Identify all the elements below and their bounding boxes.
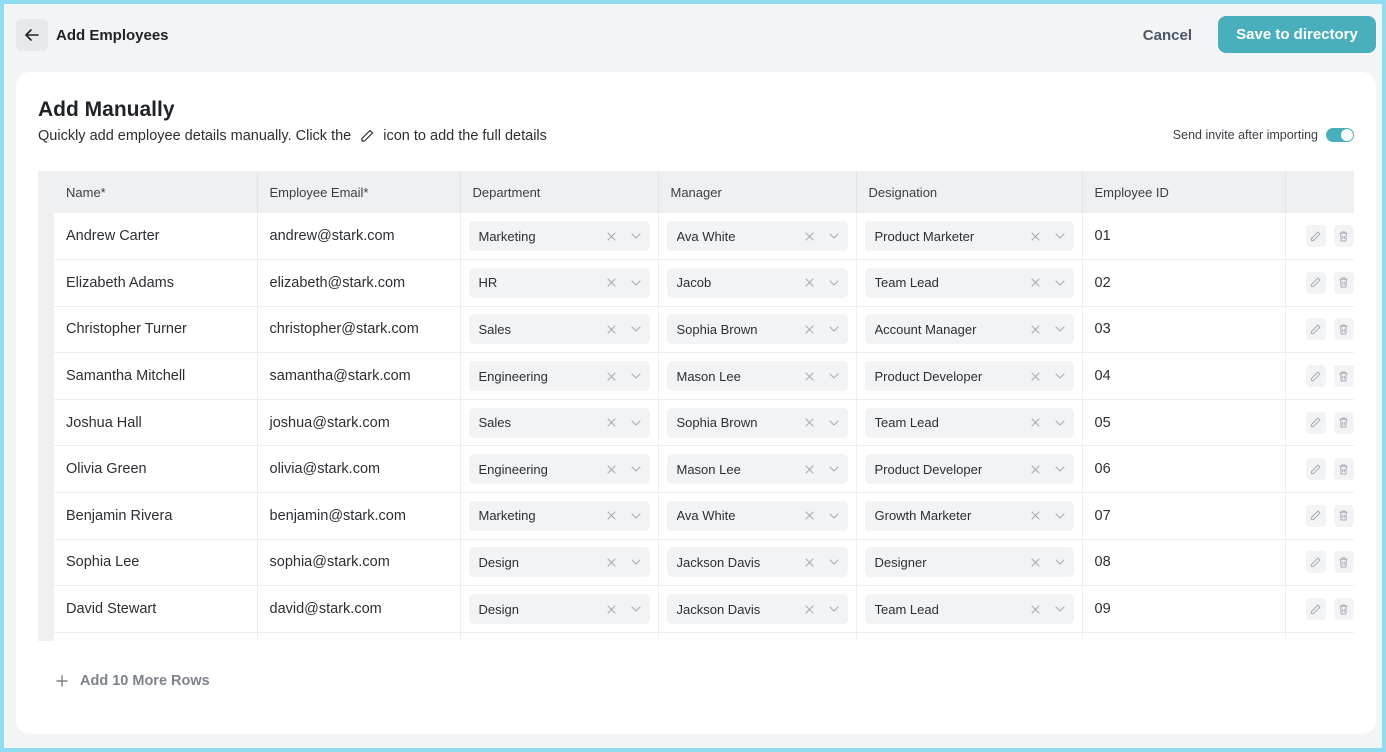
- top-bar: [12, 12, 1378, 58]
- pencil-icon[interactable]: [1306, 551, 1326, 573]
- chevron-down-icon[interactable]: [1052, 233, 1068, 239]
- employee-id[interactable]: 07: [1082, 493, 1285, 540]
- chevron-down-icon[interactable]: [1052, 373, 1068, 379]
- clear-icon[interactable]: [604, 558, 620, 567]
- manager-cell: [658, 260, 856, 307]
- section-subtitle: [38, 128, 547, 144]
- manager-select[interactable]: [667, 501, 848, 531]
- department-select[interactable]: [469, 268, 650, 298]
- designation-cell: [856, 539, 1082, 586]
- add-manually-card: [16, 72, 1376, 734]
- trash-icon[interactable]: [1334, 598, 1354, 620]
- trash-icon[interactable]: [1334, 365, 1354, 387]
- trash-icon[interactable]: [1334, 551, 1354, 573]
- department-select[interactable]: [469, 501, 650, 531]
- chevron-down-icon[interactable]: [628, 233, 644, 239]
- chevron-down-icon[interactable]: [628, 466, 644, 472]
- page-title: Add Employees: [56, 26, 169, 44]
- table-row: [54, 493, 1354, 540]
- clear-icon[interactable]: [802, 511, 818, 520]
- manager-cell: [658, 399, 856, 446]
- employee-name[interactable]: Andrew Carter: [54, 213, 257, 260]
- clear-icon[interactable]: [604, 232, 620, 241]
- department-cell: [460, 446, 658, 493]
- department-select[interactable]: [469, 454, 650, 484]
- chevron-down-icon[interactable]: [826, 513, 842, 519]
- department-value: Sales: [478, 321, 512, 337]
- back-button[interactable]: [16, 19, 48, 51]
- table-row: [54, 213, 1354, 260]
- designation-cell: [856, 493, 1082, 540]
- employee-email[interactable]: joshua@stark.com: [257, 399, 460, 446]
- designation-value: Team Lead: [874, 601, 939, 617]
- designation-select[interactable]: [865, 314, 1074, 344]
- send-invite-toggle[interactable]: [1326, 128, 1354, 142]
- employee-name[interactable]: Elizabeth Adams: [54, 260, 257, 307]
- designation-select[interactable]: [865, 547, 1074, 577]
- department-value: Engineering: [478, 461, 548, 477]
- chevron-down-icon[interactable]: [628, 326, 644, 332]
- send-invite-setting: [1173, 128, 1354, 142]
- clear-icon[interactable]: [802, 372, 818, 381]
- column-header: Manager: [658, 171, 856, 213]
- employee-name[interactable]: Olivia Green: [54, 446, 257, 493]
- table-row: [54, 260, 1354, 307]
- table-row: [54, 539, 1354, 586]
- manager-value: Mason Lee: [676, 368, 741, 384]
- manager-select[interactable]: [667, 594, 848, 624]
- column-header: [1285, 171, 1354, 213]
- table-row: [54, 399, 1354, 446]
- designation-value: Designer: [874, 554, 927, 570]
- table-row: [54, 306, 1354, 353]
- designation-cell: [856, 260, 1082, 307]
- manager-cell: [658, 493, 856, 540]
- clear-icon[interactable]: [1028, 372, 1044, 381]
- column-header: Designation: [856, 171, 1082, 213]
- chevron-down-icon[interactable]: [628, 420, 644, 426]
- employee-email[interactable]: samantha@stark.com: [257, 353, 460, 400]
- trash-icon[interactable]: [1334, 225, 1354, 247]
- employee-name[interactable]: Samantha Mitchell: [54, 353, 257, 400]
- chevron-down-icon[interactable]: [1052, 280, 1068, 286]
- empty-cell: [1285, 632, 1354, 641]
- clear-icon[interactable]: [802, 278, 818, 287]
- department-select[interactable]: [469, 314, 650, 344]
- arrow-left-icon: [24, 27, 40, 43]
- manager-select[interactable]: [667, 408, 848, 438]
- chevron-down-icon[interactable]: [826, 280, 842, 286]
- manager-cell: [658, 446, 856, 493]
- chevron-down-icon[interactable]: [1052, 606, 1068, 612]
- designation-value: Account Manager: [874, 321, 977, 337]
- clear-icon[interactable]: [802, 558, 818, 567]
- pencil-icon[interactable]: [1306, 318, 1326, 340]
- designation-select[interactable]: [865, 361, 1074, 391]
- row-actions: [1285, 399, 1354, 446]
- row-actions: [1285, 213, 1354, 260]
- manager-select[interactable]: [667, 454, 848, 484]
- chevron-down-icon[interactable]: [1052, 326, 1068, 332]
- cancel-button[interactable]: Cancel: [1143, 20, 1192, 50]
- manager-cell: [658, 213, 856, 260]
- employee-email[interactable]: andrew@stark.com: [257, 213, 460, 260]
- chevron-down-icon[interactable]: [826, 233, 842, 239]
- department-cell: [460, 539, 658, 586]
- clear-icon[interactable]: [604, 278, 620, 287]
- clear-icon[interactable]: [802, 232, 818, 241]
- manager-select[interactable]: [667, 361, 848, 391]
- table-header-row: [54, 171, 1354, 213]
- employee-id[interactable]: 01: [1082, 213, 1285, 260]
- employee-id[interactable]: 09: [1082, 586, 1285, 633]
- subtitle-text-after: icon to add the full details: [383, 128, 547, 144]
- manager-cell: [658, 306, 856, 353]
- employee-table-container: [38, 171, 1354, 641]
- designation-select[interactable]: [865, 268, 1074, 298]
- trash-icon[interactable]: [1334, 458, 1354, 480]
- manager-select[interactable]: [667, 268, 848, 298]
- manager-value: Sophia Brown: [676, 321, 758, 337]
- empty-cell: [1082, 632, 1285, 641]
- department-cell: [460, 353, 658, 400]
- designation-cell: [856, 399, 1082, 446]
- employee-email[interactable]: david@stark.com: [257, 586, 460, 633]
- designation-cell: [856, 446, 1082, 493]
- department-select[interactable]: [469, 221, 650, 251]
- department-value: Engineering: [478, 368, 548, 384]
- column-header: Department: [460, 171, 658, 213]
- row-actions: [1285, 260, 1354, 307]
- chevron-down-icon[interactable]: [1052, 559, 1068, 565]
- department-value: Sales: [478, 415, 512, 431]
- plus-icon: [56, 675, 68, 687]
- department-select[interactable]: [469, 361, 650, 391]
- add-more-rows-label: Add 10 More Rows: [80, 673, 210, 689]
- empty-cell: [257, 632, 460, 641]
- designation-cell: [856, 306, 1082, 353]
- empty-cell: [856, 632, 1082, 641]
- add-more-rows-button[interactable]: [56, 673, 210, 689]
- manager-cell: [658, 353, 856, 400]
- trash-icon[interactable]: [1334, 505, 1354, 527]
- clear-icon[interactable]: [802, 325, 818, 334]
- chevron-down-icon[interactable]: [1052, 420, 1068, 426]
- chevron-down-icon[interactable]: [628, 606, 644, 612]
- department-cell: [460, 213, 658, 260]
- employee-table: [54, 171, 1354, 641]
- designation-cell: [856, 213, 1082, 260]
- clear-icon[interactable]: [604, 465, 620, 474]
- designation-value: Team Lead: [874, 415, 939, 431]
- pencil-icon[interactable]: [1306, 412, 1326, 434]
- clear-icon[interactable]: [604, 605, 620, 614]
- chevron-down-icon[interactable]: [826, 466, 842, 472]
- table-row: [54, 353, 1354, 400]
- employee-id[interactable]: 08: [1082, 539, 1285, 586]
- employee-email[interactable]: elizabeth@stark.com: [257, 260, 460, 307]
- clear-icon[interactable]: [604, 372, 620, 381]
- department-value: Design: [478, 601, 519, 617]
- row-actions: [1285, 353, 1354, 400]
- chevron-down-icon[interactable]: [826, 606, 842, 612]
- clear-icon[interactable]: [1028, 278, 1044, 287]
- employee-email[interactable]: christopher@stark.com: [257, 306, 460, 353]
- row-actions: [1285, 493, 1354, 540]
- department-select[interactable]: [469, 408, 650, 438]
- trash-icon[interactable]: [1334, 412, 1354, 434]
- pencil-icon: [359, 128, 375, 144]
- chevron-down-icon[interactable]: [1052, 513, 1068, 519]
- designation-value: Team Lead: [874, 275, 939, 291]
- employee-name[interactable]: Christopher Turner: [54, 306, 257, 353]
- manager-select[interactable]: [667, 314, 848, 344]
- clear-icon[interactable]: [604, 325, 620, 334]
- empty-cell: [658, 632, 856, 641]
- clear-icon[interactable]: [604, 511, 620, 520]
- clear-icon[interactable]: [802, 418, 818, 427]
- manager-value: Jackson Davis: [676, 554, 761, 570]
- column-header: Employee Email*: [257, 171, 460, 213]
- row-actions: [1285, 586, 1354, 633]
- department-select[interactable]: [469, 547, 650, 577]
- designation-value: Product Developer: [874, 368, 983, 384]
- manager-value: Ava White: [676, 508, 736, 524]
- trash-icon[interactable]: [1334, 272, 1354, 294]
- pencil-icon[interactable]: [1306, 225, 1326, 247]
- department-value: Marketing: [478, 508, 536, 524]
- employee-id[interactable]: 05: [1082, 399, 1285, 446]
- manager-cell: [658, 586, 856, 633]
- employee-id[interactable]: 06: [1082, 446, 1285, 493]
- table-row: [54, 632, 1354, 641]
- employee-id[interactable]: 04: [1082, 353, 1285, 400]
- designation-value: Product Marketer: [874, 228, 975, 244]
- pencil-icon[interactable]: [1306, 458, 1326, 480]
- designation-select[interactable]: [865, 221, 1074, 251]
- clear-icon[interactable]: [1028, 465, 1044, 474]
- manager-cell: [658, 539, 856, 586]
- chevron-down-icon[interactable]: [628, 373, 644, 379]
- department-cell: [460, 586, 658, 633]
- designation-select[interactable]: [865, 408, 1074, 438]
- chevron-down-icon[interactable]: [826, 559, 842, 565]
- manager-value: Sophia Brown: [676, 415, 758, 431]
- chevron-down-icon[interactable]: [628, 513, 644, 519]
- column-header: Name*: [54, 171, 257, 213]
- employee-email[interactable]: benjamin@stark.com: [257, 493, 460, 540]
- department-select[interactable]: [469, 594, 650, 624]
- employee-id[interactable]: 02: [1082, 260, 1285, 307]
- manager-value: Jackson Davis: [676, 601, 761, 617]
- designation-select[interactable]: [865, 454, 1074, 484]
- designation-value: Product Developer: [874, 461, 983, 477]
- department-value: Marketing: [478, 228, 536, 244]
- save-to-directory-button[interactable]: Save to directory: [1218, 16, 1376, 53]
- clear-icon[interactable]: [1028, 325, 1044, 334]
- empty-cell: [54, 632, 257, 641]
- clear-icon[interactable]: [802, 605, 818, 614]
- department-cell: [460, 493, 658, 540]
- clear-icon[interactable]: [1028, 605, 1044, 614]
- column-header: Employee ID: [1082, 171, 1285, 213]
- pencil-icon[interactable]: [1306, 365, 1326, 387]
- employee-id[interactable]: 03: [1082, 306, 1285, 353]
- clear-icon[interactable]: [1028, 511, 1044, 520]
- subtitle-text-before: Quickly add employee details manually. Click the: [38, 128, 352, 144]
- designation-cell: [856, 586, 1082, 633]
- manager-value: Ava White: [676, 228, 736, 244]
- clear-icon[interactable]: [604, 418, 620, 427]
- employee-name[interactable]: Sophia Lee: [54, 539, 257, 586]
- designation-cell: [856, 353, 1082, 400]
- row-actions: [1285, 306, 1354, 353]
- employee-email[interactable]: sophia@stark.com: [257, 539, 460, 586]
- department-value: HR: [478, 275, 498, 291]
- employee-name[interactable]: David Stewart: [54, 586, 257, 633]
- table-row: [54, 446, 1354, 493]
- department-cell: [460, 306, 658, 353]
- employee-name[interactable]: Joshua Hall: [54, 399, 257, 446]
- employee-name[interactable]: Benjamin Rivera: [54, 493, 257, 540]
- empty-cell: [460, 632, 658, 641]
- trash-icon[interactable]: [1334, 318, 1354, 340]
- manager-select[interactable]: [667, 221, 848, 251]
- clear-icon[interactable]: [802, 465, 818, 474]
- section-title: Add Manually: [38, 98, 175, 121]
- chevron-down-icon[interactable]: [628, 280, 644, 286]
- designation-value: Growth Marketer: [874, 508, 972, 524]
- chevron-down-icon[interactable]: [826, 420, 842, 426]
- clear-icon[interactable]: [1028, 232, 1044, 241]
- designation-select[interactable]: [865, 594, 1074, 624]
- table-row: [54, 586, 1354, 633]
- chevron-down-icon[interactable]: [826, 373, 842, 379]
- clear-icon[interactable]: [1028, 558, 1044, 567]
- chevron-down-icon[interactable]: [1052, 466, 1068, 472]
- send-invite-label: Send invite after importing: [1172, 128, 1318, 142]
- manager-value: Mason Lee: [676, 461, 741, 477]
- designation-select[interactable]: [865, 501, 1074, 531]
- employee-email[interactable]: olivia@stark.com: [257, 446, 460, 493]
- row-actions: [1285, 446, 1354, 493]
- chevron-down-icon[interactable]: [826, 326, 842, 332]
- manager-select[interactable]: [667, 547, 848, 577]
- pencil-icon[interactable]: [1306, 505, 1326, 527]
- manager-value: Jacob: [676, 275, 712, 291]
- chevron-down-icon[interactable]: [628, 559, 644, 565]
- clear-icon[interactable]: [1028, 418, 1044, 427]
- pencil-icon[interactable]: [1306, 598, 1326, 620]
- department-cell: [460, 260, 658, 307]
- row-actions: [1285, 539, 1354, 586]
- pencil-icon[interactable]: [1306, 272, 1326, 294]
- table-body: [54, 213, 1354, 641]
- department-value: Design: [478, 554, 519, 570]
- department-cell: [460, 399, 658, 446]
